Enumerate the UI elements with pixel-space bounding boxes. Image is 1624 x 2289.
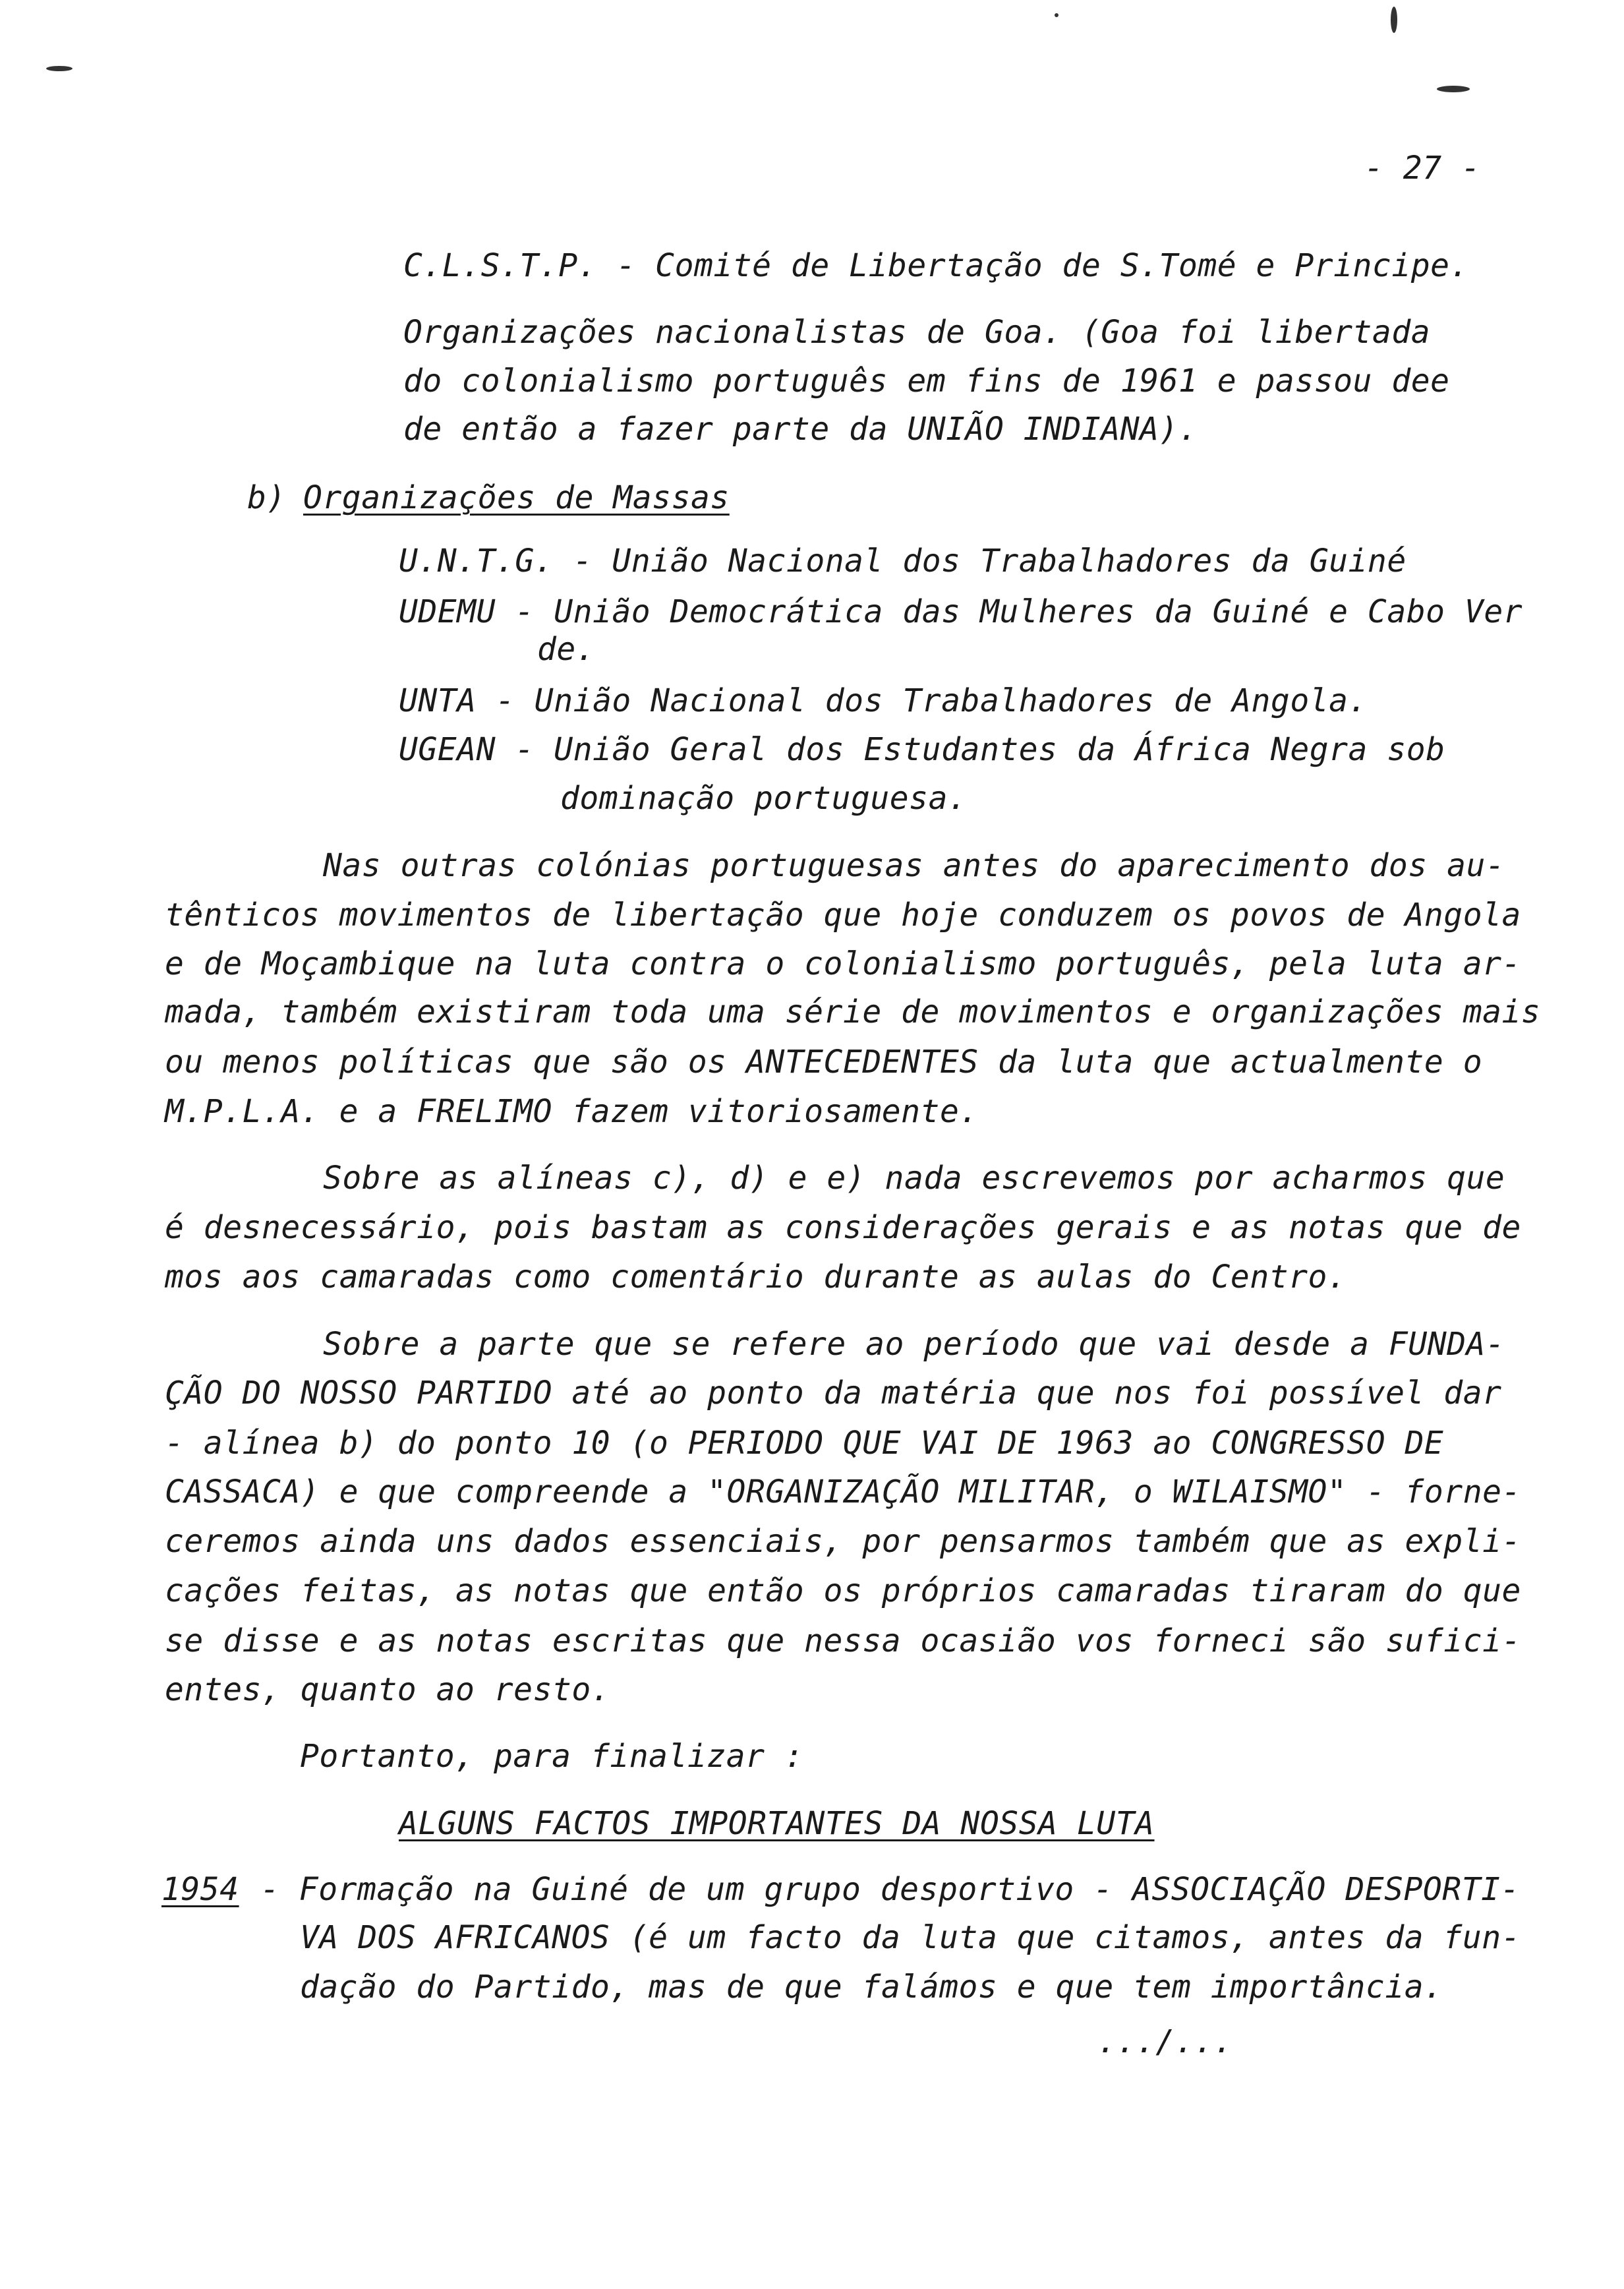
paragraph-3-line: ceremos ainda uns dados essenciais, por pensarmos também que as expli- [165,1523,1521,1560]
page-number: - 27 - [1364,150,1481,187]
section-b-title: Organizações de Massas [303,479,730,516]
paragraph-3-line: ÇÃO DO NOSSO PARTIDO até ao ponto da matéria que nos foi possível dar [165,1375,1502,1412]
scan-speck [1055,13,1058,17]
paragraph-1-line: ou menos políticas que são os ANTECEDENTES da luta que actualmente o [165,1044,1483,1081]
org-ugean: UGEAN - União Geral dos Estudantes da África Negra sob [399,731,1445,768]
paragraph-1-line: M.P.L.A. e a FRELIMO fazem vitoriosamente. [165,1093,979,1130]
paragraph-3-line: se disse e as notas escritas que nessa ocasião vos forneci são sufici- [165,1622,1521,1659]
paragraph-1-line: tênticos movimentos de libertação que hoje conduzem os povos de Angola [165,897,1521,934]
org-untg: U.N.T.G. - União Nacional dos Trabalhadores da Guiné [399,543,1406,580]
paragraph-1-line: mada, também existiram toda uma série de movimentos e organizações mais [165,994,1541,1030]
paragraph-3-line: Sobre a parte que se refere ao período que vai desde a FUNDA- [323,1326,1505,1363]
paragraph-3-line: - alínea b) do ponto 10 (o PERIODO QUE VAI DE 1963 ao CONGRESSO DE [165,1425,1444,1462]
paragraph-3-line: cações feitas, as notas que então os próprios camaradas tiraram do que [165,1572,1521,1609]
paragraph-3-line: CASSACA) e que compreende a "ORGANIZAÇÃO MILITAR, o WILAISMO" - forne- [165,1473,1521,1510]
paragraph-2-line: é desnecessário, pois bastam as considerações gerais e as notas que de [165,1209,1521,1246]
paragraph-1-line: e de Moçambique na luta contra o colonialismo português, pela luta ar- [165,945,1521,982]
org-unta: UNTA - União Nacional dos Trabalhadores de Angola. [399,682,1368,719]
scan-speck [1437,86,1470,92]
paragraph-1-line: Nas outras colónias portuguesas antes do aparecimento dos au- [323,847,1505,884]
fact-line: VA DOS AFRICANOS (é um facto da luta que citamos, antes da fun- [300,1919,1521,1956]
paragraph-2-line: Sobre as alíneas c), d) e e) nada escrevemos por acharmos que [323,1160,1505,1197]
fact-line: - Formação na Guiné de um grupo desportivo - ASSOCIAÇÃO DESPORTI- [260,1871,1520,1908]
goa-line-3: de então a fazer parte da UNIÃO INDIANA). [403,411,1198,448]
facts-heading: ALGUNS FACTOS IMPORTANTES DA NOSSA LUTA [399,1805,1155,1842]
fact-line: dação do Partido, mas de que falámos e que tem importância. [300,1969,1443,2006]
continuation-mark: .../... [1097,2023,1233,2060]
goa-line-2: do colonialismo português em fins de 1961 e passou dee [403,363,1450,400]
scan-speck [46,66,72,71]
section-b-label: b) [247,479,286,516]
fact-year: 1954 [161,1871,239,1908]
org-ugean-cont: dominação portuguesa. [560,780,968,817]
scan-speck [1391,7,1397,33]
goa-line-1: Organizações nacionalistas de Goa. (Goa foi libertada [403,314,1431,351]
paragraph-3-line: entes, quanto ao resto. [165,1671,611,1708]
org-udemu-cont: de. [537,631,596,668]
paragraph-2-line: mos aos camaradas como comentário durante as aulas do Centro. [165,1259,1347,1295]
closing-line: Portanto, para finalizar : [300,1738,804,1775]
org-udemu: UDEMU - União Democrática das Mulheres da Guiné e Cabo Ver [399,593,1523,630]
clstp-line: C.L.S.T.P. - Comité de Libertação de S.Tomé e Principe. [403,247,1469,284]
